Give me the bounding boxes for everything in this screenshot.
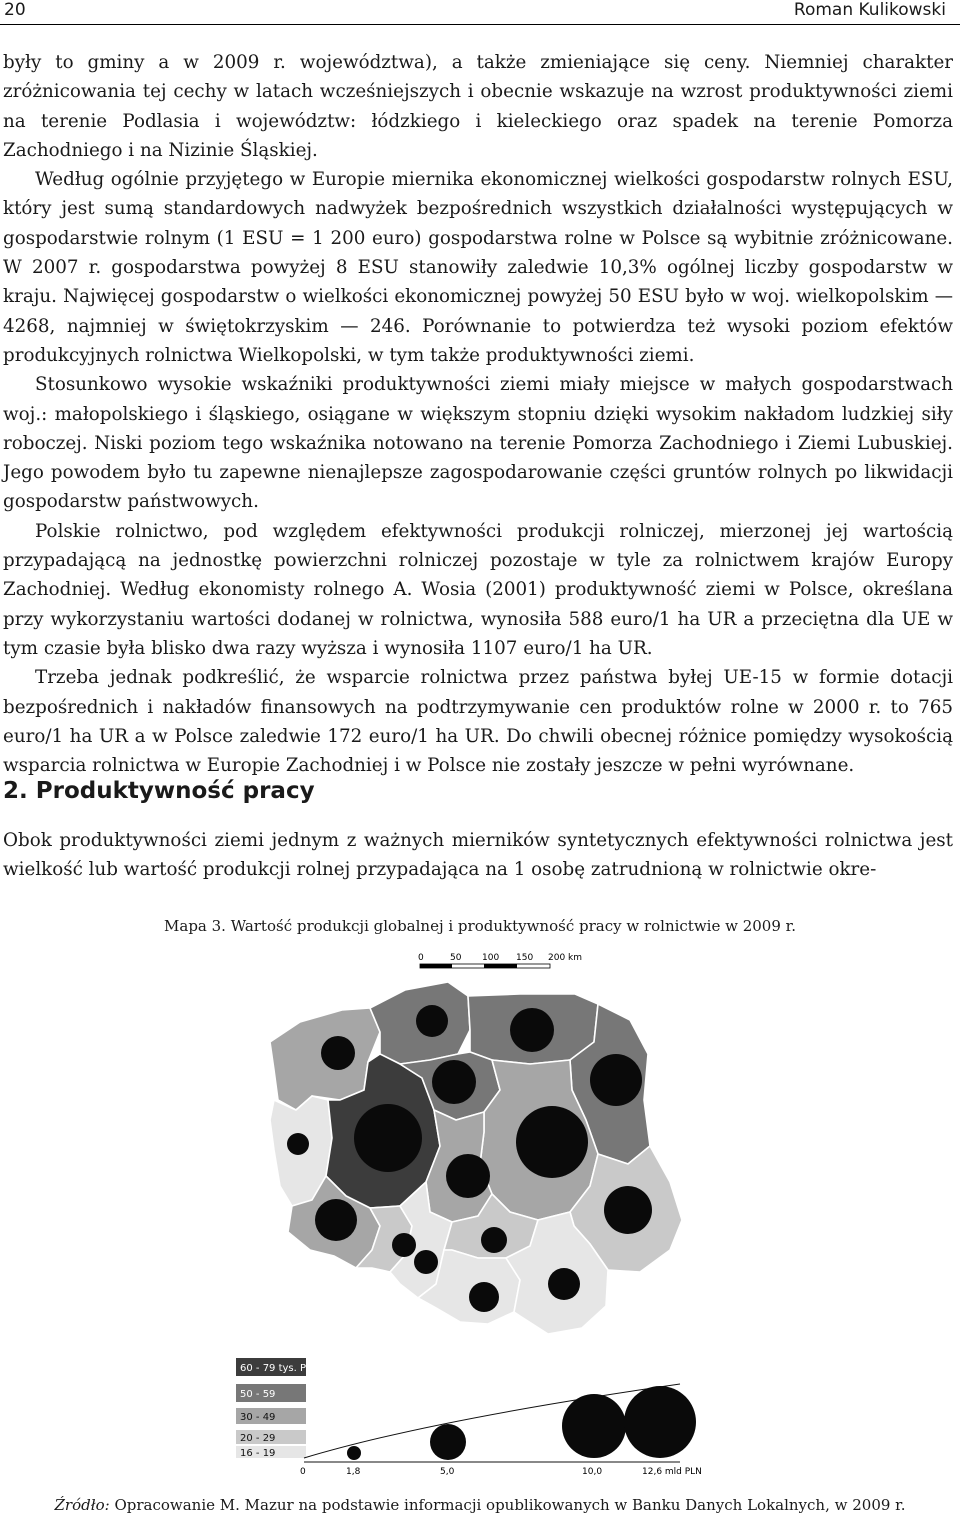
production-circle: [446, 1154, 490, 1198]
scale-bar-segment: [420, 964, 452, 968]
source-text: Opracowanie M. Mazur na podstawie informacji opublikowanych w Banku Danych Lokalnych, w 2009 r.: [109, 1496, 906, 1514]
legend-tick-label: 5,0: [440, 1467, 455, 1477]
production-circle: [481, 1227, 507, 1253]
production-circle: [392, 1233, 416, 1257]
scale-tick-label: 200 km: [548, 953, 583, 963]
map-figure: [230, 950, 750, 1478]
legend-circle: [562, 1394, 626, 1458]
paragraph: Polskie rolnictwo, pod względem efektywności produkcji rolniczej, mierzonej jej wartością przypadającą na jednostkę powierzchni rolniczej pozostaje w tyle za rolnictwem krajów Europy Zachodniej. Według ekonomisty rolnego A. Wosia (2001) produktywność ziemi w Polsce, określana przy wykorzystaniu wartości dodanej w rolnictwa, wynosiła 588 euro/1 ha UR a przeciętna dla UE w tym czasie była blisko dwa razy wyższa i wynosiła 1107 euro/1 ha UR.: [3, 520, 953, 659]
legend-label: 30 - 49: [240, 1412, 276, 1423]
paragraph: Obok produktywności ziemi jednym z ważnych mierników syntetycznych efektywności rolnictwa jest wielkość lub wartość produkcji rolnej przypadająca na 1 osobę zatrudnioną w rolnictwie okre-: [3, 830, 953, 881]
legend-tick-label: 10,0: [582, 1467, 603, 1477]
legend-label: 50 - 59: [240, 1389, 276, 1400]
legend-circle: [430, 1424, 466, 1460]
scale-tick-label: 0: [418, 953, 424, 963]
production-circle: [287, 1133, 309, 1155]
legend-label: 60 - 79 tys. PLN: [240, 1363, 320, 1374]
production-circle: [321, 1036, 355, 1070]
map-source: [0, 1496, 960, 1514]
section-text: [3, 826, 953, 885]
paragraph: były to gminy a w 2009 r. województwa), a także zmieniające się ceny. Niemniej charakter zróżnicowania tej cechy w latach wcześniejszych i obecnie wskazuje na wzrost produktywności ziemi na terenie Podlasia i województw: łódzkiego i kieleckiego oraz spadek na terenie Pomorza Zachodniego i na Nizinie Śląskiej.: [3, 52, 953, 161]
production-circle: [516, 1106, 588, 1178]
running-author: Roman Kulikowski: [793, 0, 946, 20]
scale-tick-label: 150: [516, 953, 534, 963]
map-svg: [230, 950, 750, 1478]
legend-tick-label: 12,6 mld PLN: [642, 1467, 702, 1477]
page-number: 20: [4, 0, 26, 20]
production-circle: [315, 1199, 357, 1241]
legend-label: 20 - 29: [240, 1433, 276, 1444]
production-circle: [432, 1060, 476, 1104]
legend-tick-label: 1,8: [346, 1467, 361, 1477]
source-label: Źródło:: [54, 1496, 110, 1514]
production-circle: [469, 1282, 499, 1312]
paragraph: Stosunkowo wysokie wskaźniki produktywności ziemi miały miejsce w małych gospodarstwach woj.: małopolskiego i śląskiego, osiągane w większym stopniu dzięki wysokim nakładom ludzkiej siły roboczej. Niski poziom tego wskaźnika notowano na terenie Pomorza Zachodniego i Ziemi Lubuskiej. Jego powodem było tu zapewne nienajlepsze zagospodarowanie części gruntów rolnych po likwidacji gospodarstw państwowych.: [3, 374, 953, 513]
legend-circle: [624, 1386, 696, 1458]
paragraph: Według ogólnie przyjętego w Europie miernika ekonomicznej wielkości gospodarstw rolnych ESU, który jest sumą standardowych nadwyżek bezpośrednich wszystkich działalności występujących w gospodarstwie rolnym (1 ESU = 1 200 euro) gospodarstwa rolne w Polsce są wybitnie zróżnicowane. W 2007 r. gospodarstwa powyżej 8 ESU stanowiły zaledwie 10,3% ogólnej liczby gospodarstw w kraju. Najwięcej gospodarstw o wielkości ekonomicznej powyżej 50 ESU było w woj. wielkopolskim — 4268, najmniej w świętokrzyskim — 246. Porównanie to potwierdza też wysoki poziom efektów produkcyjnych rolnictwa Wielkopolski, w tym także produktywności ziemi.: [3, 169, 953, 366]
production-circle: [510, 1008, 554, 1052]
map-legend-circles: [300, 1384, 702, 1477]
body-text: [3, 48, 953, 780]
map-legend-classes: [236, 1358, 319, 1459]
production-circle: [590, 1054, 642, 1106]
production-circle: [604, 1186, 652, 1234]
page-header: [0, 0, 960, 25]
legend-circle: [347, 1446, 361, 1460]
map-caption: Mapa 3. Wartość produkcji globalnej i produktywność pracy w rolnictwie w 2009 r.: [164, 917, 796, 935]
scale-bar-segment: [484, 964, 517, 968]
paragraph: Trzeba jednak podkreślić, że wsparcie rolnictwa przez państwa byłej UE-15 w formie dotacji bezpośrednich i nakładów finansowych na podtrzymywanie cen produktów rolne w 2000 r. to 765 euro/1 ha UR a w Polsce zaledwie 172 euro/1 ha UR. Do chwili obecnej różnice pomiędzy wysokością wsparcia rolnictwa w Europie Zachodniej i w Polsce nie zostały jeszcze w pełni wyrównane.: [3, 667, 953, 777]
scale-bar: [418, 953, 582, 968]
scale-tick-label: 100: [482, 953, 500, 963]
production-circle: [354, 1104, 422, 1172]
production-circle: [416, 1005, 448, 1037]
legend-tick-label: 0: [300, 1467, 306, 1477]
section-title: 2. Produktywność pracy: [3, 778, 315, 804]
scale-tick-label: 50: [450, 953, 462, 963]
legend-label: 16 - 19: [240, 1448, 276, 1459]
production-circle: [548, 1268, 580, 1300]
production-circle: [414, 1250, 438, 1274]
